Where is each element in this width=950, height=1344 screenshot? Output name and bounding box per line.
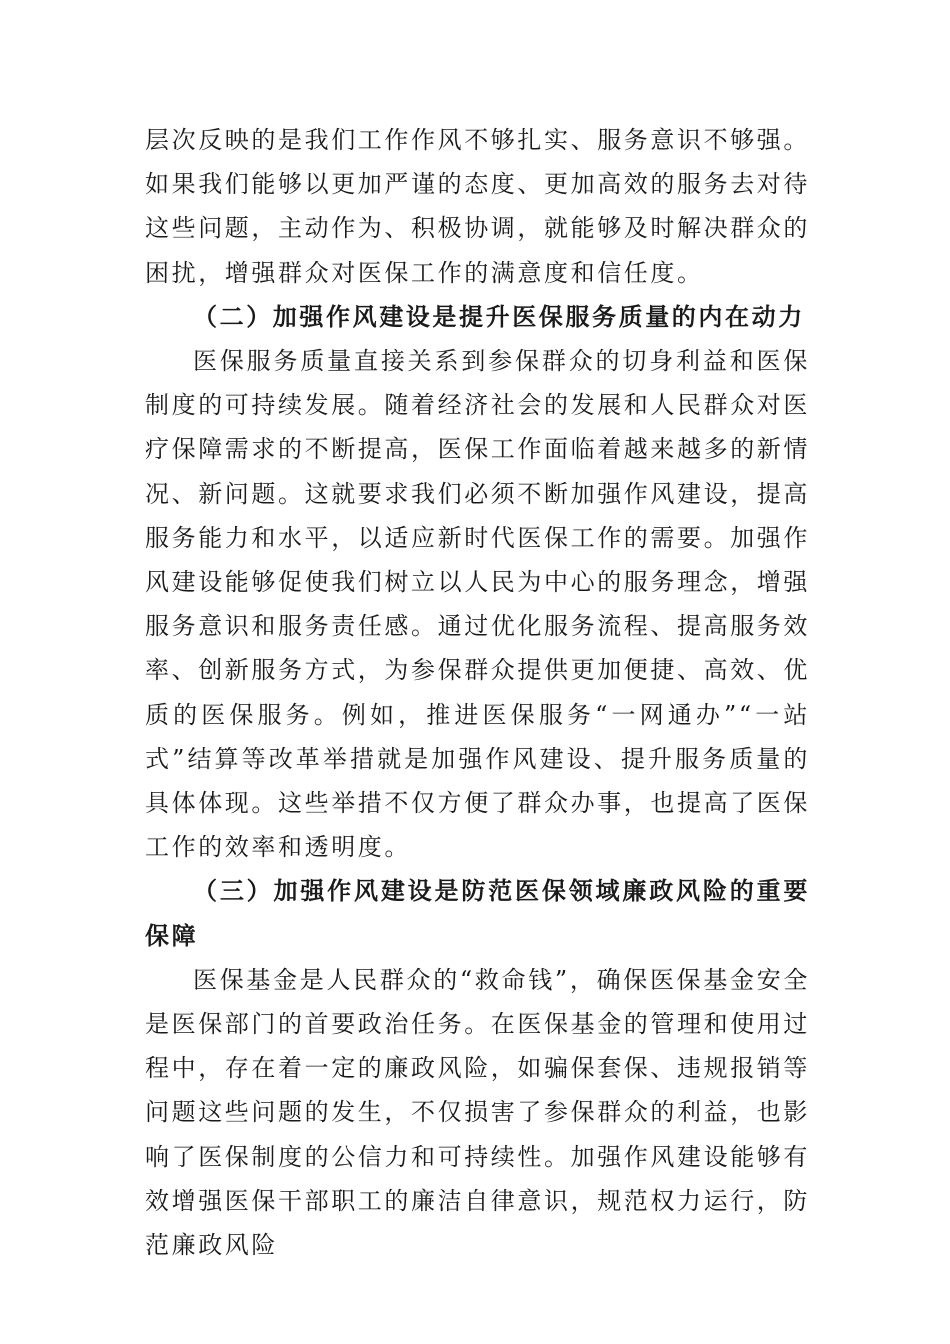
paragraph-fund-safety: 医保基金是人民群众的“救命钱”，确保医保基金安全是医保部门的首要政治任务。在医保基金的管理和使用过程中，存在着一定的廉政风险，如骗保套保、违规报销等问题这些问题的发生，不仅损害了参保群众的利益，也影响了医保制度的公信力和可持续性。加强作风建设能够有效增强医保干部职工的廉洁自律意识，规范权力运行，防范廉政风险: [145, 965, 810, 1260]
paragraph-continued: 层次反映的是我们工作作风不够扎实、服务意识不够强。如果我们能够以更加严谨的态度、更加高效的服务去对待这些问题，主动作为、积极协调，就能够及时解决群众的困扰，增强群众对医保工作的满意度和信任度。: [145, 126, 810, 287]
paragraph-service-quality: 医保服务质量直接关系到参保群众的切身利益和医保制度的可持续发展。随着经济社会的发展和人民群众对医疗保障需求的不断提高，医保工作面临着越来越多的新情况、新问题。这就要求我们必须不断加强作风建设，提高服务能力和水平，以适应新时代医保工作的需要。加强作风建设能够促使我们树立以人民为中心的服务理念，增强服务意识和服务责任感。通过优化服务流程、提高服务效率、创新服务方式，为参保群众提供更加便捷、高效、优质的医保服务。例如，推进医保服务“一网通办”“一站式”结算等改革举措就是加强作风建设、提升服务质量的具体体现。这些举措不仅方便了群众办事，也提高了医保工作的效率和透明度。: [145, 347, 810, 862]
section-heading-3: （三）加强作风建设是防范医保领域廉政风险的重要保障: [145, 876, 810, 950]
document-body: [145, 118, 810, 1267]
section-heading-2: （二）加强作风建设是提升医保服务质量的内在动力: [193, 301, 805, 331]
